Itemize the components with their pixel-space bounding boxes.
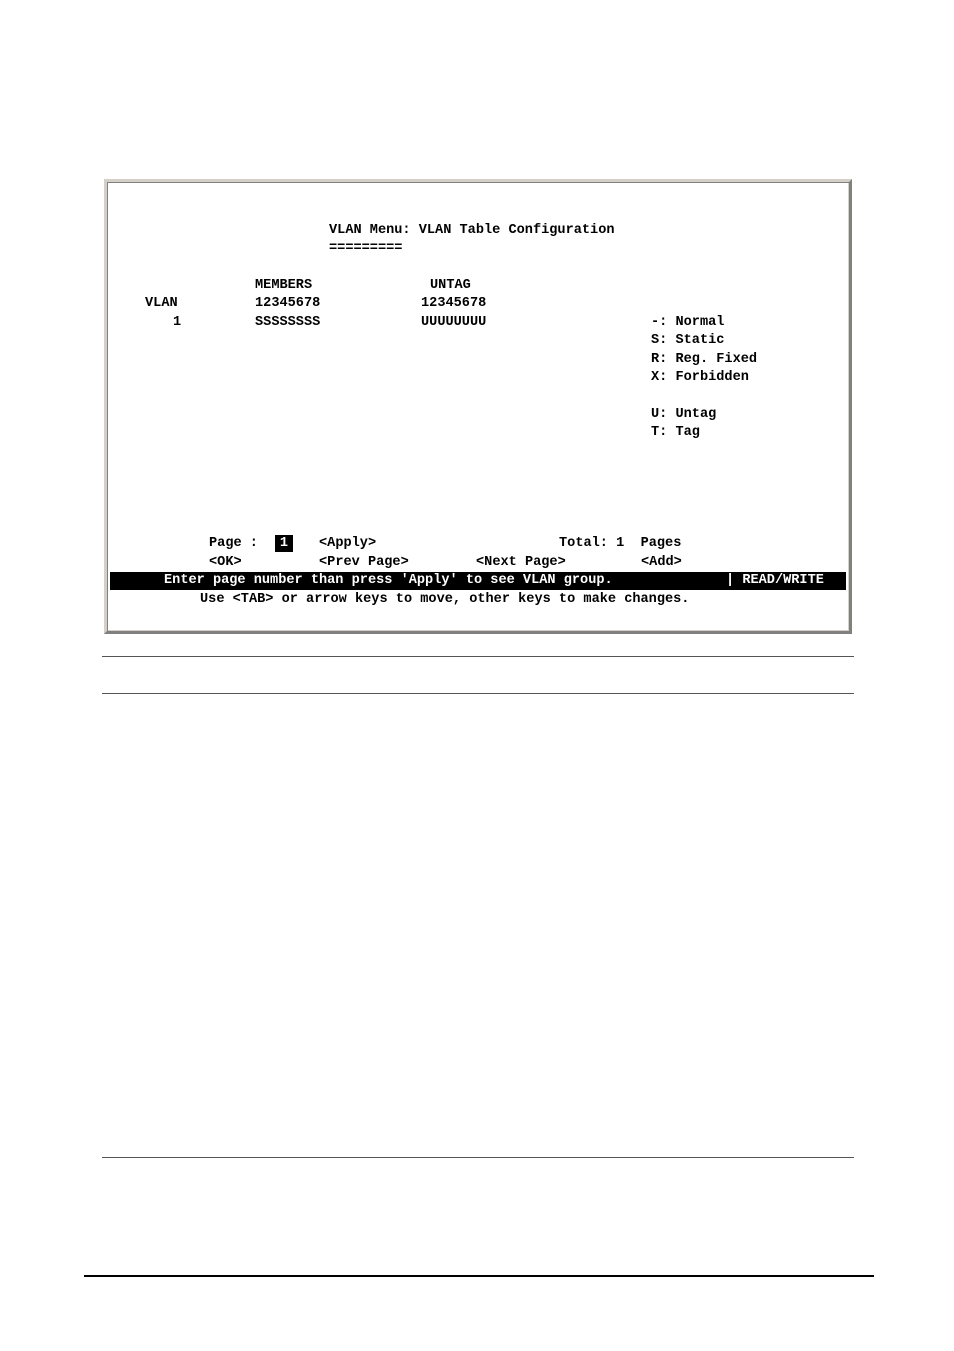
total-pages: Total: 1 Pages [559, 536, 682, 551]
members-port-numbers: 12345678 [255, 296, 321, 311]
terminal-window [104, 179, 852, 634]
legend-forbidden: X: Forbidden [651, 370, 749, 385]
add-button[interactable]: <Add> [641, 555, 682, 570]
table-bottom-rule [102, 1157, 854, 1158]
vlan-header: VLAN [145, 296, 178, 311]
help-text: Use <TAB> or arrow keys to move, other keys to make changes. [200, 592, 690, 607]
title-underline: ========= [329, 241, 403, 256]
untag-port-numbers: 12345678 [421, 296, 487, 311]
access-mode: | READ/WRITE [726, 573, 824, 588]
legend-untag: U: Untag [651, 407, 717, 422]
screen-title: VLAN Menu: VLAN Table Configuration [329, 223, 615, 238]
vlan-members-cell[interactable]: SSSSSSSS [255, 315, 321, 330]
members-header: MEMBERS [255, 278, 313, 293]
apply-button[interactable]: <Apply> [319, 536, 377, 551]
vlan-untag-cell[interactable]: UUUUUUUU [421, 315, 487, 330]
status-bar [110, 572, 846, 590]
next-page-button[interactable]: <Next Page> [476, 555, 566, 570]
page-number-input[interactable]: 1 [275, 535, 293, 552]
table-top-rule [102, 656, 854, 657]
ok-button[interactable]: <OK> [209, 555, 242, 570]
legend-static: S: Static [651, 333, 725, 348]
legend-tag: T: Tag [651, 425, 700, 440]
table-header-rule [102, 693, 854, 694]
page-label: Page : [209, 536, 258, 551]
page-footer-rule [84, 1275, 874, 1277]
legend-normal: -: Normal [651, 315, 725, 330]
prev-page-button[interactable]: <Prev Page> [319, 555, 409, 570]
legend-reg-fixed: R: Reg. Fixed [651, 352, 758, 367]
vlan-id-cell[interactable]: 1 [173, 315, 182, 330]
status-message: Enter page number than press 'Apply' to see VLAN group. [164, 573, 613, 588]
untag-header: UNTAG [430, 278, 471, 293]
